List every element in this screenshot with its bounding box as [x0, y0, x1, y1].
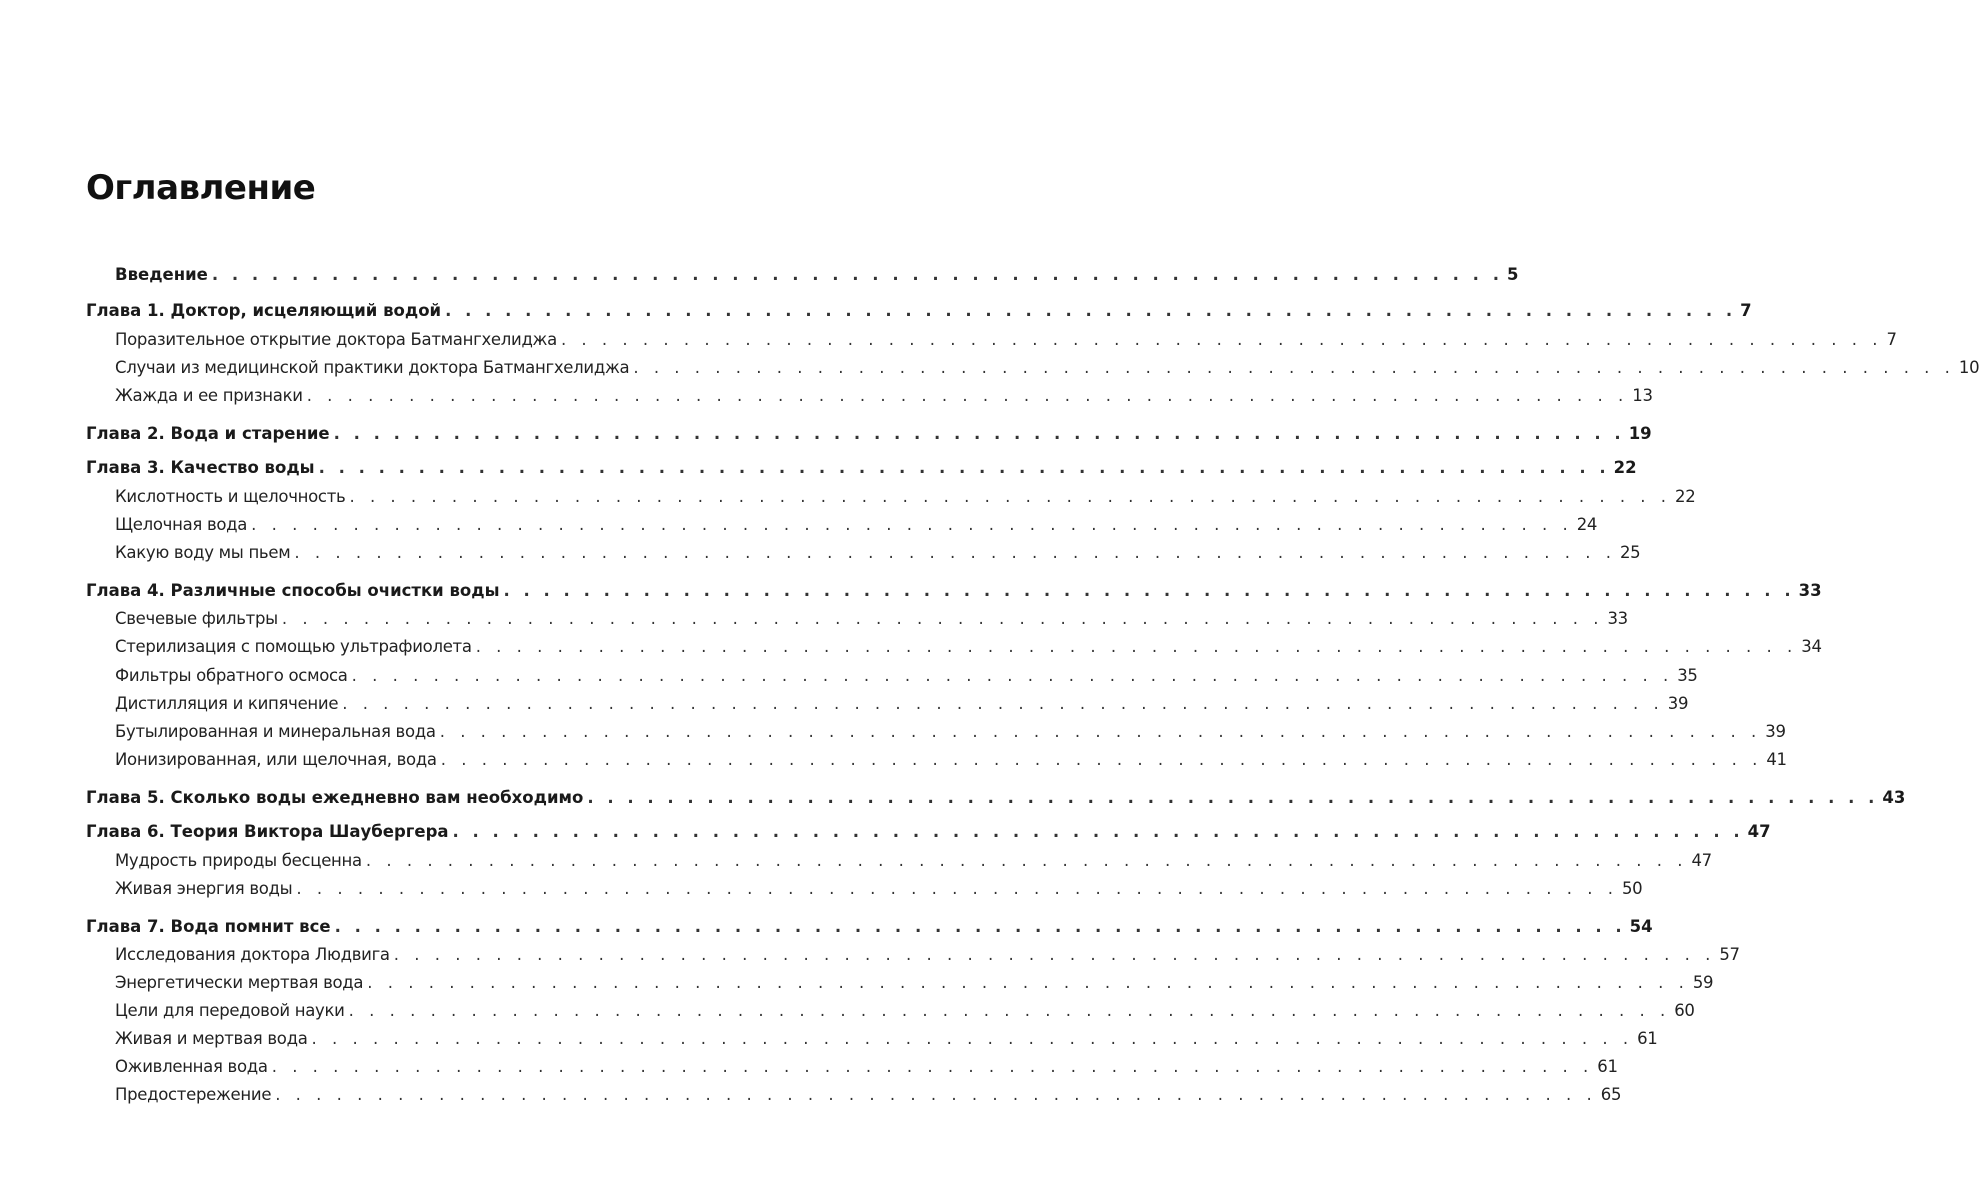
toc-page-number: 13 [1632, 386, 1653, 405]
toc-page-number: 59 [1692, 973, 1714, 992]
toc-entry-title: Случаи из медицинской практики доктора Батмангхелиджа [115, 358, 630, 377]
toc-page-number: 39 [1667, 694, 1689, 713]
toc-section-entry[interactable] [86, 1056, 1618, 1078]
toc-section-entry[interactable] [86, 1028, 1658, 1050]
toc-page-number: 33 [1798, 581, 1822, 600]
toc-entry-title: Ионизированная, или щелочная, вода [115, 750, 437, 769]
toc-chapter-entry[interactable] [86, 916, 1653, 938]
toc-chapter-entry[interactable] [86, 423, 1652, 445]
toc-intro-entry[interactable] [86, 264, 1519, 286]
toc-entry-title: Жажда и ее признаки [115, 386, 303, 405]
toc-dot-leader: . . . . . . . . . . . . . . . . . . . . . . . . . . . . . . . . . . . . . . . . . . . . . . . . . . . . . . . . . . . . . . . . . [452, 822, 1744, 841]
toc-page-number: 65 [1600, 1085, 1622, 1104]
toc-chapter-entry[interactable] [86, 580, 1822, 602]
toc-section-entry[interactable] [86, 878, 1643, 900]
toc-section-entry[interactable] [86, 1084, 1622, 1106]
toc-dot-leader: . . . . . . . . . . . . . . . . . . . . . . . . . . . . . . . . . . . . . . . . . . . . . . . . . . . . . . . . . . . . . . . . . [503, 581, 1795, 600]
toc-section-entry[interactable] [86, 486, 1696, 508]
toc-page-number: 5 [1506, 265, 1519, 284]
toc-page-number: 61 [1597, 1057, 1618, 1076]
toc-section-entry[interactable] [86, 850, 1712, 872]
toc-dot-leader: . . . . . . . . . . . . . . . . . . . . . . . . . . . . . . . . . . . . . . . . . . . . . . . . . . . . . . . . . . . . . . . . . [275, 1085, 1597, 1104]
toc-page-number: 47 [1747, 822, 1771, 841]
toc-dot-leader: . . . . . . . . . . . . . . . . . . . . . . . . . . . . . . . . . . . . . . . . . . . . . . . . . . . . . . . . . . . . . . . . . [211, 265, 1503, 284]
toc-section-entry[interactable] [86, 608, 1628, 630]
toc-entry-title: Глава 2. Вода и старение [86, 424, 330, 443]
toc-entry-title: Щелочная вода [115, 515, 248, 534]
toc-dot-leader: . . . . . . . . . . . . . . . . . . . . . . . . . . . . . . . . . . . . . . . . . . . . . . . . . . . . . . . . . . . . . . . . . [318, 458, 1610, 477]
toc-page-number: 10 [1958, 358, 1979, 377]
toc-dot-leader: . . . . . . . . . . . . . . . . . . . . . . . . . . . . . . . . . . . . . . . . . . . . . . . . . . . . . . . . . . . . . . . . . [296, 879, 1618, 898]
toc-dot-leader: . . . . . . . . . . . . . . . . . . . . . . . . . . . . . . . . . . . . . . . . . . . . . . . . . . . . . . . . . . . . . . . . . [445, 301, 1737, 320]
toc-entry-title: Введение [115, 265, 208, 284]
toc-section-entry[interactable] [86, 1000, 1695, 1022]
toc-page-number: 33 [1607, 609, 1628, 628]
toc-page-number: 61 [1637, 1029, 1658, 1048]
toc-entry-title: Предостережение [115, 1085, 272, 1104]
toc-entry-title: Поразительное открытие доктора Батмангхелиджа [115, 330, 557, 349]
toc-entry-title: Глава 4. Различные способы очистки воды [86, 581, 500, 600]
toc-dot-leader: . . . . . . . . . . . . . . . . . . . . . . . . . . . . . . . . . . . . . . . . . . . . . . . . . . . . . . . . . . . . . . . . . [351, 666, 1674, 685]
toc-entry-title: Свечевые фильтры [115, 609, 278, 628]
page-title: Оглавление [86, 168, 316, 208]
toc-entry-title: Живая и мертвая вода [115, 1029, 308, 1048]
toc-entry-title: Живая энергия воды [115, 879, 293, 898]
toc-dot-leader: . . . . . . . . . . . . . . . . . . . . . . . . . . . . . . . . . . . . . . . . . . . . . . . . . . . . . . . . . . . . . . . . . [251, 515, 1573, 534]
toc-page-number: 7 [1886, 330, 1897, 349]
toc-page-number: 43 [1882, 788, 1906, 807]
toc-dot-leader: . . . . . . . . . . . . . . . . . . . . . . . . . . . . . . . . . . . . . . . . . . . . . . . . . . . . . . . . . . . . . . . . . [365, 851, 1688, 870]
toc-page-number: 39 [1765, 722, 1786, 741]
toc-page-number: 25 [1619, 543, 1641, 562]
toc-chapter-entry[interactable] [86, 457, 1637, 479]
toc-entry-title: Мудрость природы бесценна [115, 851, 362, 870]
toc-page-number: 35 [1677, 666, 1698, 685]
toc-entry-title: Дистилляция и кипячение [115, 694, 339, 713]
toc-section-entry[interactable] [86, 514, 1598, 536]
toc-page-number: 22 [1613, 458, 1637, 477]
toc-chapter-entry[interactable] [86, 787, 1906, 809]
toc-dot-leader: . . . . . . . . . . . . . . . . . . . . . . . . . . . . . . . . . . . . . . . . . . . . . . . . . . . . . . . . . . . . . . . . . [393, 945, 1716, 964]
toc-entry-title: Глава 7. Вода помнит все [86, 917, 331, 936]
toc-section-entry[interactable] [86, 357, 1979, 379]
toc-dot-leader: . . . . . . . . . . . . . . . . . . . . . . . . . . . . . . . . . . . . . . . . . . . . . . . . . . . . . . . . . . . . . . . . . [367, 973, 1689, 992]
toc-dot-leader: . . . . . . . . . . . . . . . . . . . . . . . . . . . . . . . . . . . . . . . . . . . . . . . . . . . . . . . . . . . . . . . . . [633, 358, 1955, 377]
toc-page-number: 60 [1674, 1001, 1695, 1020]
toc-section-entry[interactable] [86, 944, 1740, 966]
table-of-contents [86, 0, 1979, 1200]
toc-dot-leader: . . . . . . . . . . . . . . . . . . . . . . . . . . . . . . . . . . . . . . . . . . . . . . . . . . . . . . . . . . . . . . . . . [587, 788, 1879, 807]
toc-dot-leader: . . . . . . . . . . . . . . . . . . . . . . . . . . . . . . . . . . . . . . . . . . . . . . . . . . . . . . . . . . . . . . . . . [342, 694, 1664, 713]
toc-dot-leader: . . . . . . . . . . . . . . . . . . . . . . . . . . . . . . . . . . . . . . . . . . . . . . . . . . . . . . . . . . . . . . . . . [333, 424, 1625, 443]
toc-entry-title: Глава 5. Сколько воды ежедневно вам необходимо [86, 788, 584, 807]
toc-dot-leader: . . . . . . . . . . . . . . . . . . . . . . . . . . . . . . . . . . . . . . . . . . . . . . . . . . . . . . . . . . . . . . . . . [281, 609, 1604, 628]
toc-dot-leader: . . . . . . . . . . . . . . . . . . . . . . . . . . . . . . . . . . . . . . . . . . . . . . . . . . . . . . . . . . . . . . . . . [311, 1029, 1634, 1048]
toc-section-entry[interactable] [86, 749, 1787, 771]
toc-dot-leader: . . . . . . . . . . . . . . . . . . . . . . . . . . . . . . . . . . . . . . . . . . . . . . . . . . . . . . . . . . . . . . . . . [271, 1057, 1594, 1076]
toc-page-number: 54 [1629, 917, 1653, 936]
toc-section-entry[interactable] [86, 329, 1897, 351]
toc-entry-title: Глава 3. Качество воды [86, 458, 315, 477]
toc-dot-leader: . . . . . . . . . . . . . . . . . . . . . . . . . . . . . . . . . . . . . . . . . . . . . . . . . . . . . . . . . . . . . . . . . [440, 750, 1763, 769]
toc-dot-leader: . . . . . . . . . . . . . . . . . . . . . . . . . . . . . . . . . . . . . . . . . . . . . . . . . . . . . . . . . . . . . . . . . [439, 722, 1762, 741]
toc-entry-title: Цели для передовой науки [115, 1001, 345, 1020]
toc-entry-title: Оживленная вода [115, 1057, 268, 1076]
toc-entry-title: Какую воду мы пьем [115, 543, 291, 562]
toc-dot-leader: . . . . . . . . . . . . . . . . . . . . . . . . . . . . . . . . . . . . . . . . . . . . . . . . . . . . . . . . . . . . . . . . . [334, 917, 1626, 936]
toc-page-number: 47 [1691, 851, 1712, 870]
toc-chapter-entry[interactable] [86, 300, 1752, 322]
toc-entry-title: Стерилизация с помощью ультрафиолета [115, 637, 472, 656]
toc-section-entry[interactable] [86, 721, 1786, 743]
toc-entry-title: Кислотность и щелочность [115, 487, 346, 506]
toc-entry-title: Бутылированная и минеральная вода [115, 722, 436, 741]
toc-page-number: 24 [1576, 515, 1598, 534]
toc-chapter-entry[interactable] [86, 821, 1771, 843]
toc-section-entry[interactable] [86, 665, 1698, 687]
toc-section-entry[interactable] [86, 693, 1689, 715]
toc-dot-leader: . . . . . . . . . . . . . . . . . . . . . . . . . . . . . . . . . . . . . . . . . . . . . . . . . . . . . . . . . . . . . . . . . [306, 386, 1629, 405]
toc-page-number: 50 [1621, 879, 1643, 898]
toc-entry-title: Глава 1. Доктор, исцеляющий водой [86, 301, 442, 320]
toc-entry-title: Глава 6. Теория Виктора Шаубергера [86, 822, 449, 841]
toc-page-number: 22 [1675, 487, 1696, 506]
toc-section-entry[interactable] [86, 385, 1653, 407]
toc-dot-leader: . . . . . . . . . . . . . . . . . . . . . . . . . . . . . . . . . . . . . . . . . . . . . . . . . . . . . . . . . . . . . . . . . [475, 637, 1798, 656]
toc-entry-title: Исследования доктора Людвига [115, 945, 390, 964]
toc-section-entry[interactable] [86, 636, 1822, 658]
toc-dot-leader: . . . . . . . . . . . . . . . . . . . . . . . . . . . . . . . . . . . . . . . . . . . . . . . . . . . . . . . . . . . . . . . . . [349, 487, 1672, 506]
toc-section-entry[interactable] [86, 542, 1641, 564]
toc-dot-leader: . . . . . . . . . . . . . . . . . . . . . . . . . . . . . . . . . . . . . . . . . . . . . . . . . . . . . . . . . . . . . . . . . [560, 330, 1883, 349]
toc-page-number: 34 [1801, 637, 1822, 656]
toc-dot-leader: . . . . . . . . . . . . . . . . . . . . . . . . . . . . . . . . . . . . . . . . . . . . . . . . . . . . . . . . . . . . . . . . . [294, 543, 1616, 562]
toc-entry-title: Фильтры обратного осмоса [115, 666, 348, 685]
toc-page-number: 19 [1628, 424, 1652, 443]
toc-page-number: 41 [1766, 750, 1787, 769]
toc-dot-leader: . . . . . . . . . . . . . . . . . . . . . . . . . . . . . . . . . . . . . . . . . . . . . . . . . . . . . . . . . . . . . . . . . [348, 1001, 1671, 1020]
toc-page-number: 57 [1719, 945, 1740, 964]
toc-entry-title: Энергетически мертвая вода [115, 973, 364, 992]
toc-section-entry[interactable] [86, 972, 1714, 994]
toc-page-number: 7 [1740, 301, 1752, 320]
